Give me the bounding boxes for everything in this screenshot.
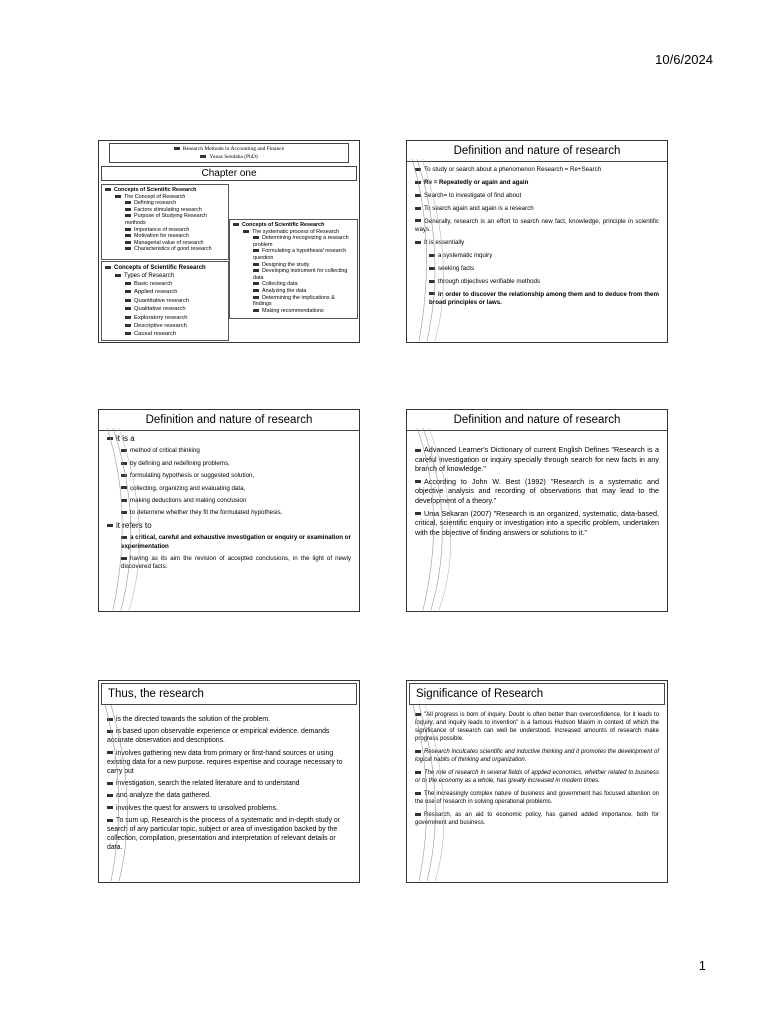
course-header <box>109 143 349 163</box>
bullet-list <box>99 705 359 853</box>
list-item: having as its aim the revision of accepted conclusions, in the light of newly discovered facts. <box>121 555 351 571</box>
list-item: and analyze the data gathered. <box>107 791 351 800</box>
list-item: making deductions and making conclusion <box>107 497 351 505</box>
list-item: Search= to investigate of find about <box>415 192 659 200</box>
list-item: According to John W. Best (1992) "Research is a systematic and objective analysis and recording of observations that may lead to the development of a theory." <box>415 476 659 505</box>
outline-list-1 <box>105 200 225 253</box>
list-item: Quantitative research <box>105 297 225 305</box>
list-item: Causal research <box>105 330 225 338</box>
list-item: it refers to <box>107 522 351 530</box>
list-item: involves gathering new data from primary or first-hand sources or using existing data for a new purpose. requires expertise and courage necessary to carry out <box>107 749 343 776</box>
list-item: "All progress is born of inquiry. Doubt is often better than overconfidence, for it leads to inquiry, and inquiry leads to invention" is a famous Hudson Maxim in context of which the significance of research can well be understood. Increased amounts of research make progress possible. <box>415 712 659 742</box>
list-item: To sum up, Research is the process of a systematic and in-depth study or search of any particular topic, subject or area of investigation backed by the collection, compilation, presentation and interpretation of relevant details or data. <box>107 816 341 852</box>
list-item: a critical, careful and exhaustive investigation or enquiry or examination or experimentation <box>121 534 351 550</box>
list-item: involves the quest for answers to unsolved problems. <box>107 804 351 813</box>
list-item: To study or search about a phenomenon Research = Re+Search <box>415 166 659 174</box>
outline-list-2 <box>233 235 354 314</box>
list-item: Developing instrument for collecting data <box>253 268 348 281</box>
list-item: through objectives verifiable methods <box>415 278 659 286</box>
list-item: Generally, research is an effort to search new fact, knowledge, principle in scientific ways. <box>415 217 659 234</box>
list-item: It is essentially <box>415 239 659 247</box>
list-item: Making recommendations <box>233 308 354 315</box>
list-item: is based upon observable experience or empirical evidence. demands accurate observation and descriptions. <box>107 728 330 745</box>
list-item: is the directed towards the solution of the problem. <box>107 715 351 724</box>
outline-list-3 <box>105 280 225 339</box>
bullet-list <box>99 431 359 572</box>
list-item: Research inculcates scientific and inductive thinking and it promotes the development of logical habits of thinking and organization. <box>415 749 659 763</box>
list-item: Research, as an aid to economic policy, has gained added importance, both for government and business. <box>415 812 659 826</box>
page-date: 10/6/2024 <box>655 52 713 67</box>
slide-1 <box>98 140 360 343</box>
outline-box-2: Concepts of Scientific Research The systematic process of Research Determining /recognizing a research problem Formulating a hypothesis/ research question Designing the study Developing instrument for collecting data Collecting data Analyzing the data Determining the implications & findings Making recommendations <box>229 219 358 319</box>
chapter-title: Chapter one <box>101 166 357 181</box>
list-item: Applied research <box>105 288 225 296</box>
outline-box-1: Concepts of Scientific Research The Concept of Research Defining research Factors stimulating research Purpose of Studying Research methods Importance of research Motivation for research Managerial value of research Characteristics of good research <box>101 184 229 260</box>
list-item: Managerial value of research <box>105 240 225 247</box>
list-item: seeking facts <box>415 265 659 273</box>
list-item: Descriptive research <box>105 322 225 330</box>
slide-4 <box>406 409 668 612</box>
slide-title: Significance of Research <box>409 683 665 705</box>
slide-title: Definition and nature of research <box>407 410 667 431</box>
list-item: investigation, search the related literature and to understand <box>107 779 351 788</box>
outline-box-3: Concepts of Scientific Research Types of Research Basic research Applied research Quantitative research Qualitative research Exploratory research Descriptive research Causal research <box>101 261 229 341</box>
list-item: Collecting data <box>233 281 354 288</box>
list-item: by defining and redefining problems, <box>107 460 351 468</box>
list-item: Defining research <box>105 200 225 207</box>
slide-5 <box>98 680 360 883</box>
list-item: formulating hypothesis or suggested solution, <box>107 472 351 480</box>
slide-6 <box>406 680 668 883</box>
list-item: Characteristics of good research <box>105 246 225 253</box>
list-item: Factors stimulating research <box>105 207 225 214</box>
list-item: collecting, organizing and evaluating data, <box>107 485 351 493</box>
list-item: Qualitative research <box>105 305 225 313</box>
page-number: 1 <box>698 958 706 973</box>
list-item: in order to discover the relationship among them and to deduce from them broad principles or laws. <box>429 290 659 306</box>
list-item: Re = Repeatedly or again and again <box>415 179 659 187</box>
list-item: The role of research in several fields of applied economics, whether related to business or to the economy as a whole, has greatly increased in modern times. <box>415 770 659 784</box>
list-item: Designing the study <box>233 262 354 269</box>
list-item: a systematic inquiry <box>415 252 659 260</box>
list-item: method of critical thinking <box>107 447 351 455</box>
list-item: The increasingly complex nature of business and government has focused attention on the use of research in solving operational problems. <box>415 791 659 805</box>
bullet-list <box>407 162 667 307</box>
list-item: it is a <box>107 435 351 443</box>
slide-title: Definition and nature of research <box>407 141 667 162</box>
slide-title: Thus, the research <box>101 683 357 705</box>
list-item: Uma Sekaran (2007) "Research is an organized, systematic, data-based, critical, scientific enquiry or investigation into a specific problem, undertaken with the objective of finding answers or solutions to it." <box>415 508 659 537</box>
slide-3 <box>98 409 360 612</box>
list-item: Analyzing the data <box>233 288 354 295</box>
list-item: Determining the implications & findings <box>253 294 335 308</box>
list-item: To search again and again is a research <box>415 205 659 213</box>
list-item: Importance of research <box>105 227 225 234</box>
list-item: Purpose of Studying Research methods <box>125 213 208 226</box>
list-item: Motivation for research <box>105 233 225 240</box>
list-item: Basic research <box>105 280 225 288</box>
course-title: Research Methods in Accounting and Finance <box>182 146 285 152</box>
slide-title: Definition and nature of research <box>99 410 359 431</box>
author-name: Yonas Sendaba (PhD) <box>209 154 258 160</box>
list-item: Determining /recognizing a research problem <box>253 235 349 248</box>
bullet-list <box>407 431 667 537</box>
list-item: to determine whether they fit the formulated hypothesis. <box>107 509 351 517</box>
list-item: Exploratory research <box>105 314 225 322</box>
bullet-list <box>407 705 667 827</box>
list-item: Advanced Learner's Dictionary of current English Defines "Research is a careful investigation or inquiry specially through search for new facts in any branch of knowledge." <box>415 445 659 474</box>
list-item: Formulating a hypothesis/ research question <box>253 248 347 261</box>
slide-2 <box>406 140 668 343</box>
